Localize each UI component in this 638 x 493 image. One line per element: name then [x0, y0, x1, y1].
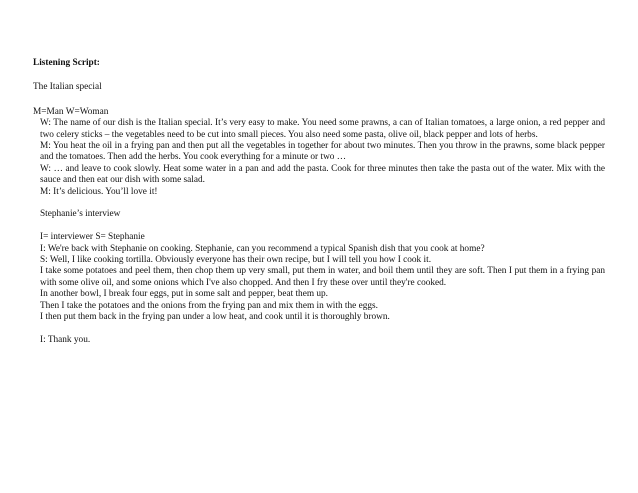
speaker-legend-2: I= interviewer S= Stephanie: [40, 232, 145, 243]
dialogue-line: M: You heat the oil in a frying pan and then put all the vegetables in together for about two minutes. Then you throw in the prawns, some black pepper and the tomatoes. Then add the herbs. You cook everything for a minute or two …: [40, 141, 605, 163]
dialogue-line: In another bowl, I break four eggs, put in some salt and pepper, beat them up.: [40, 289, 329, 300]
dialogue-stephanie-interview: [33, 232, 605, 346]
dialogue-line: M: It’s delicious. You’ll love it!: [40, 186, 158, 197]
dialogue-line: W: … and leave to cook slowly. Heat some water in a pan and add the pasta. Cook for three minutes then take the pasta out of the water. Mix with the sauce and then eat our dish with some salad.: [40, 163, 605, 186]
dialogue-line: Then I take the potatoes and the onions from the frying pan and mix them in with the eggs.: [40, 300, 378, 311]
listening-script-document: [33, 58, 605, 346]
dialogue-line: I take some potatoes and peel them, then chop them up very small, put them in water, and boil them until they are soft. Then I put them in a frying pan with some olive oil, and some onions which I've also chopped. And then I fry these over until they're cooked.: [40, 266, 605, 288]
speaker-legend-1: M=Man W=Woman: [33, 106, 109, 117]
dialogue-line: I then put them back in the frying pan under a low heat, and cook until it is thoroughly brown.: [40, 312, 390, 323]
section-title-stephanie-interview: Stephanie’s interview: [40, 209, 121, 220]
dialogue-line: I: We're back with Stephanie on cooking. Stephanie, can you recommend a typical Spanish dish that you cook at home?: [40, 243, 485, 254]
document-heading: Listening Script:: [33, 58, 100, 68]
dialogue-line: W: The name of our dish is the Italian special. It’s very easy to make. You need some prawns, a can of Italian tomatoes, a large onion, a red pepper and two celery sticks – the vegetables need to be cut into small pieces. You also need some pasta, olive oil, black pepper and lots of herbs.: [40, 118, 605, 140]
dialogue-italian-special: [33, 118, 605, 198]
dialogue-line: S: Well, I like cooking tortilla. Obviously everyone has their own recipe, but I will tell you how I cook it.: [40, 255, 432, 266]
closing-line: I: Thank you.: [40, 334, 91, 345]
section-title-italian-special: The Italian special: [33, 82, 102, 93]
